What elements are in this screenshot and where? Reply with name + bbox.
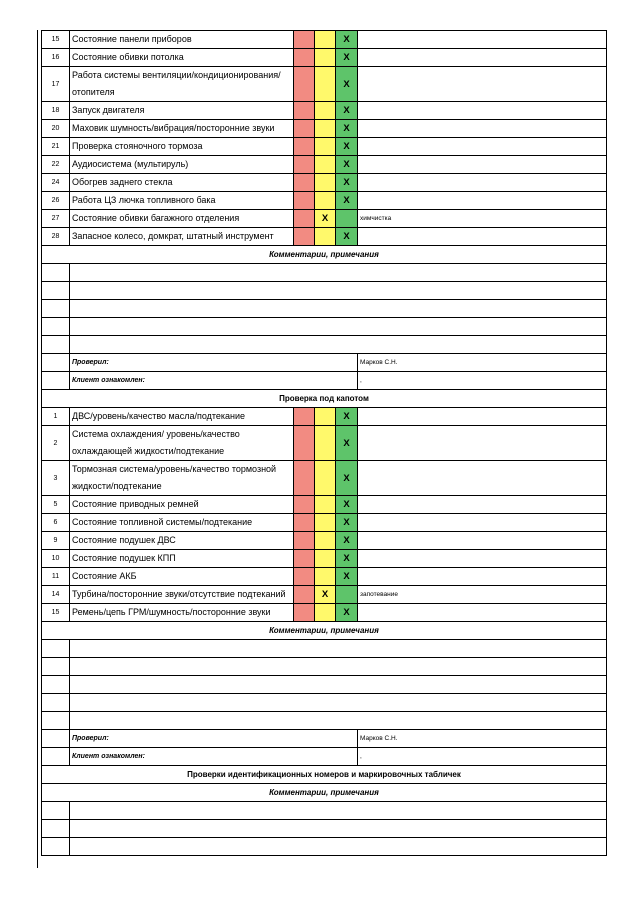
checklist-row [42, 228, 607, 246]
checklist-row [42, 408, 607, 426]
status-cell-yellow [315, 604, 336, 622]
item-note [358, 67, 607, 102]
checklist-row [42, 532, 607, 550]
item-number: 24 [42, 174, 70, 192]
status-cell-yellow [315, 408, 336, 426]
checklist-row [42, 120, 607, 138]
comment-line-margin [42, 300, 70, 318]
status-cell-yellow [315, 228, 336, 246]
status-cell-red [294, 426, 315, 461]
comment-line-margin [42, 318, 70, 336]
checklist-row [42, 604, 607, 622]
item-number: 9 [42, 532, 70, 550]
client-acknowledged-label: Клиент ознакомлен: [70, 748, 358, 766]
status-cell-red [294, 461, 315, 496]
status-cell-green: X [336, 102, 358, 120]
checklist-row [42, 568, 607, 586]
status-cell-red [294, 156, 315, 174]
checklist-row [42, 550, 607, 568]
item-name: Работа системы вентиляции/кондиционирования/ отопителя [70, 67, 294, 102]
checked-by-row [42, 730, 607, 748]
checklist-row [42, 586, 607, 604]
checklist-row [42, 156, 607, 174]
status-cell-red [294, 102, 315, 120]
comment-line-row [42, 694, 607, 712]
checked-by-value: Марков С.Н. [358, 354, 607, 372]
client-acknowledged-row [42, 748, 607, 766]
status-cell-red [294, 604, 315, 622]
comment-line [70, 712, 607, 730]
status-cell-green: X [336, 138, 358, 156]
status-cell-green [336, 586, 358, 604]
status-cell-yellow [315, 550, 336, 568]
checklist-row [42, 514, 607, 532]
section-header: Комментарии, примечания [42, 622, 607, 640]
status-cell-green: X [336, 604, 358, 622]
item-number: 27 [42, 210, 70, 228]
item-name: Состояние АКБ [70, 568, 294, 586]
status-cell-yellow [315, 102, 336, 120]
status-cell-red [294, 138, 315, 156]
item-note [358, 604, 607, 622]
item-note: химчистка [358, 210, 607, 228]
item-note [358, 174, 607, 192]
item-number: 10 [42, 550, 70, 568]
item-note [358, 120, 607, 138]
item-number: 15 [42, 604, 70, 622]
item-note [358, 102, 607, 120]
item-number: 20 [42, 120, 70, 138]
comment-line-margin [42, 838, 70, 856]
item-name: ДВС/уровень/качество масла/подтекание [70, 408, 294, 426]
item-name: Состояние обивки потолка [70, 49, 294, 67]
checklist-row [42, 31, 607, 49]
item-name: Состояние панели приборов [70, 31, 294, 49]
checklist-row [42, 461, 607, 496]
item-number: 16 [42, 49, 70, 67]
item-note [358, 156, 607, 174]
status-cell-red [294, 568, 315, 586]
comment-line-row [42, 300, 607, 318]
status-cell-red [294, 514, 315, 532]
section-header: Комментарии, примечания [42, 246, 607, 264]
comment-line-row [42, 820, 607, 838]
item-number: 6 [42, 514, 70, 532]
comment-line [70, 640, 607, 658]
status-cell-red [294, 408, 315, 426]
item-note [358, 514, 607, 532]
item-name: Состояние приводных ремней [70, 496, 294, 514]
status-cell-green: X [336, 174, 358, 192]
status-cell-yellow [315, 138, 336, 156]
comment-line [70, 802, 607, 820]
status-cell-yellow [315, 532, 336, 550]
status-cell-red [294, 550, 315, 568]
item-note [358, 426, 607, 461]
signature-margin [42, 372, 70, 390]
comment-line [70, 282, 607, 300]
section-header: Проверка под капотом [42, 390, 607, 408]
inspection-checklist-table [41, 30, 607, 856]
comment-line-margin [42, 658, 70, 676]
item-note: запотевание [358, 586, 607, 604]
comment-line-row [42, 838, 607, 856]
status-cell-green [336, 210, 358, 228]
item-note [358, 532, 607, 550]
status-cell-green: X [336, 228, 358, 246]
item-number: 26 [42, 192, 70, 210]
item-note [358, 461, 607, 496]
checked-by-row [42, 354, 607, 372]
item-note [358, 550, 607, 568]
checklist-row [42, 496, 607, 514]
item-number: 17 [42, 67, 70, 102]
checked-by-value: Марков С.Н. [358, 730, 607, 748]
comment-line [70, 820, 607, 838]
checklist-row [42, 49, 607, 67]
item-name: Тормозная система/уровень/качество тормозной жидкости/подтекание [70, 461, 294, 496]
section-header: Комментарии, примечания [42, 784, 607, 802]
status-cell-yellow [315, 31, 336, 49]
comment-line-row [42, 282, 607, 300]
comment-line-margin [42, 264, 70, 282]
comment-line [70, 676, 607, 694]
section-header-row [42, 622, 607, 640]
status-cell-yellow [315, 192, 336, 210]
item-note [358, 192, 607, 210]
client-acknowledged-value: , [358, 372, 607, 390]
item-number: 18 [42, 102, 70, 120]
checklist-row [42, 192, 607, 210]
status-cell-green: X [336, 67, 358, 102]
item-name: Маховик шумность/вибрация/посторонние звуки [70, 120, 294, 138]
status-cell-yellow [315, 514, 336, 532]
comment-line [70, 318, 607, 336]
item-number: 28 [42, 228, 70, 246]
item-number: 22 [42, 156, 70, 174]
item-note [358, 49, 607, 67]
item-name: Состояние обивки багажного отделения [70, 210, 294, 228]
item-name: Обогрев заднего стекла [70, 174, 294, 192]
comment-line-row [42, 336, 607, 354]
comment-line-margin [42, 676, 70, 694]
status-cell-yellow [315, 174, 336, 192]
status-cell-yellow [315, 67, 336, 102]
item-note [358, 408, 607, 426]
status-cell-green: X [336, 31, 358, 49]
checklist-row [42, 67, 607, 102]
status-cell-yellow [315, 49, 336, 67]
status-cell-red [294, 120, 315, 138]
item-note [358, 31, 607, 49]
status-cell-green: X [336, 568, 358, 586]
item-name: Турбина/посторонние звуки/отсутствие подтеканий [70, 586, 294, 604]
item-name: Запасное колесо, домкрат, штатный инструмент [70, 228, 294, 246]
comment-line-margin [42, 282, 70, 300]
item-name: Состояние топливной системы/подтекание [70, 514, 294, 532]
comment-line [70, 264, 607, 282]
comment-line-row [42, 676, 607, 694]
status-cell-green: X [336, 461, 358, 496]
section-header-row [42, 390, 607, 408]
status-cell-red [294, 586, 315, 604]
page-margin-rule-outer [37, 30, 38, 868]
client-acknowledged-label: Клиент ознакомлен: [70, 372, 358, 390]
status-cell-red [294, 532, 315, 550]
item-number: 1 [42, 408, 70, 426]
status-cell-green: X [336, 49, 358, 67]
item-name: Состояние подушек КПП [70, 550, 294, 568]
item-number: 14 [42, 586, 70, 604]
status-cell-green: X [336, 426, 358, 461]
comment-line [70, 658, 607, 676]
checked-by-label: Проверил: [70, 354, 358, 372]
status-cell-yellow [315, 568, 336, 586]
status-cell-yellow [315, 461, 336, 496]
item-number: 15 [42, 31, 70, 49]
status-cell-red [294, 67, 315, 102]
item-name: Запуск двигателя [70, 102, 294, 120]
item-name: Проверка стояночного тормоза [70, 138, 294, 156]
comment-line-margin [42, 336, 70, 354]
section-header: Проверки идентификационных номеров и маркировочных табличек [42, 766, 607, 784]
comment-line-row [42, 802, 607, 820]
item-note [358, 496, 607, 514]
status-cell-green: X [336, 120, 358, 138]
status-cell-red [294, 496, 315, 514]
item-number: 11 [42, 568, 70, 586]
item-number: 21 [42, 138, 70, 156]
status-cell-yellow [315, 156, 336, 174]
status-cell-green: X [336, 532, 358, 550]
item-number: 2 [42, 426, 70, 461]
status-cell-red [294, 174, 315, 192]
comment-line-margin [42, 694, 70, 712]
checklist-row [42, 138, 607, 156]
status-cell-red [294, 210, 315, 228]
signature-margin [42, 730, 70, 748]
client-acknowledged-row [42, 372, 607, 390]
comment-line-margin [42, 802, 70, 820]
checked-by-label: Проверил: [70, 730, 358, 748]
comment-line [70, 694, 607, 712]
client-acknowledged-value: , [358, 748, 607, 766]
item-note [358, 568, 607, 586]
comment-line-row [42, 264, 607, 282]
section-header-row [42, 766, 607, 784]
comment-line-margin [42, 820, 70, 838]
status-cell-yellow: X [315, 586, 336, 604]
signature-margin [42, 748, 70, 766]
status-cell-yellow [315, 496, 336, 514]
item-name: Аудиосистема (мультируль) [70, 156, 294, 174]
checklist-row [42, 426, 607, 461]
comment-line-row [42, 658, 607, 676]
status-cell-green: X [336, 514, 358, 532]
status-cell-red [294, 192, 315, 210]
checklist-row [42, 210, 607, 228]
comment-line-margin [42, 640, 70, 658]
item-name: Работа ЦЗ лючка топливного бака [70, 192, 294, 210]
comment-line [70, 300, 607, 318]
checklist-row [42, 174, 607, 192]
status-cell-yellow [315, 120, 336, 138]
section-header-row [42, 784, 607, 802]
status-cell-red [294, 49, 315, 67]
comment-line-margin [42, 712, 70, 730]
item-name: Состояние подушек ДВС [70, 532, 294, 550]
status-cell-green: X [336, 156, 358, 174]
item-number: 3 [42, 461, 70, 496]
status-cell-green: X [336, 550, 358, 568]
comment-line [70, 838, 607, 856]
status-cell-yellow [315, 426, 336, 461]
item-name: Ремень/цепь ГРМ/шумность/посторонние звуки [70, 604, 294, 622]
status-cell-red [294, 31, 315, 49]
section-header-row [42, 246, 607, 264]
status-cell-green: X [336, 408, 358, 426]
status-cell-red [294, 228, 315, 246]
status-cell-green: X [336, 192, 358, 210]
item-note [358, 228, 607, 246]
status-cell-yellow: X [315, 210, 336, 228]
comment-line-row [42, 640, 607, 658]
signature-margin [42, 354, 70, 372]
item-note [358, 138, 607, 156]
checklist-row [42, 102, 607, 120]
item-name: Система охлаждения/ уровень/качество охлаждающей жидкости/подтекание [70, 426, 294, 461]
item-number: 5 [42, 496, 70, 514]
comment-line [70, 336, 607, 354]
comment-line-row [42, 318, 607, 336]
status-cell-green: X [336, 496, 358, 514]
comment-line-row [42, 712, 607, 730]
